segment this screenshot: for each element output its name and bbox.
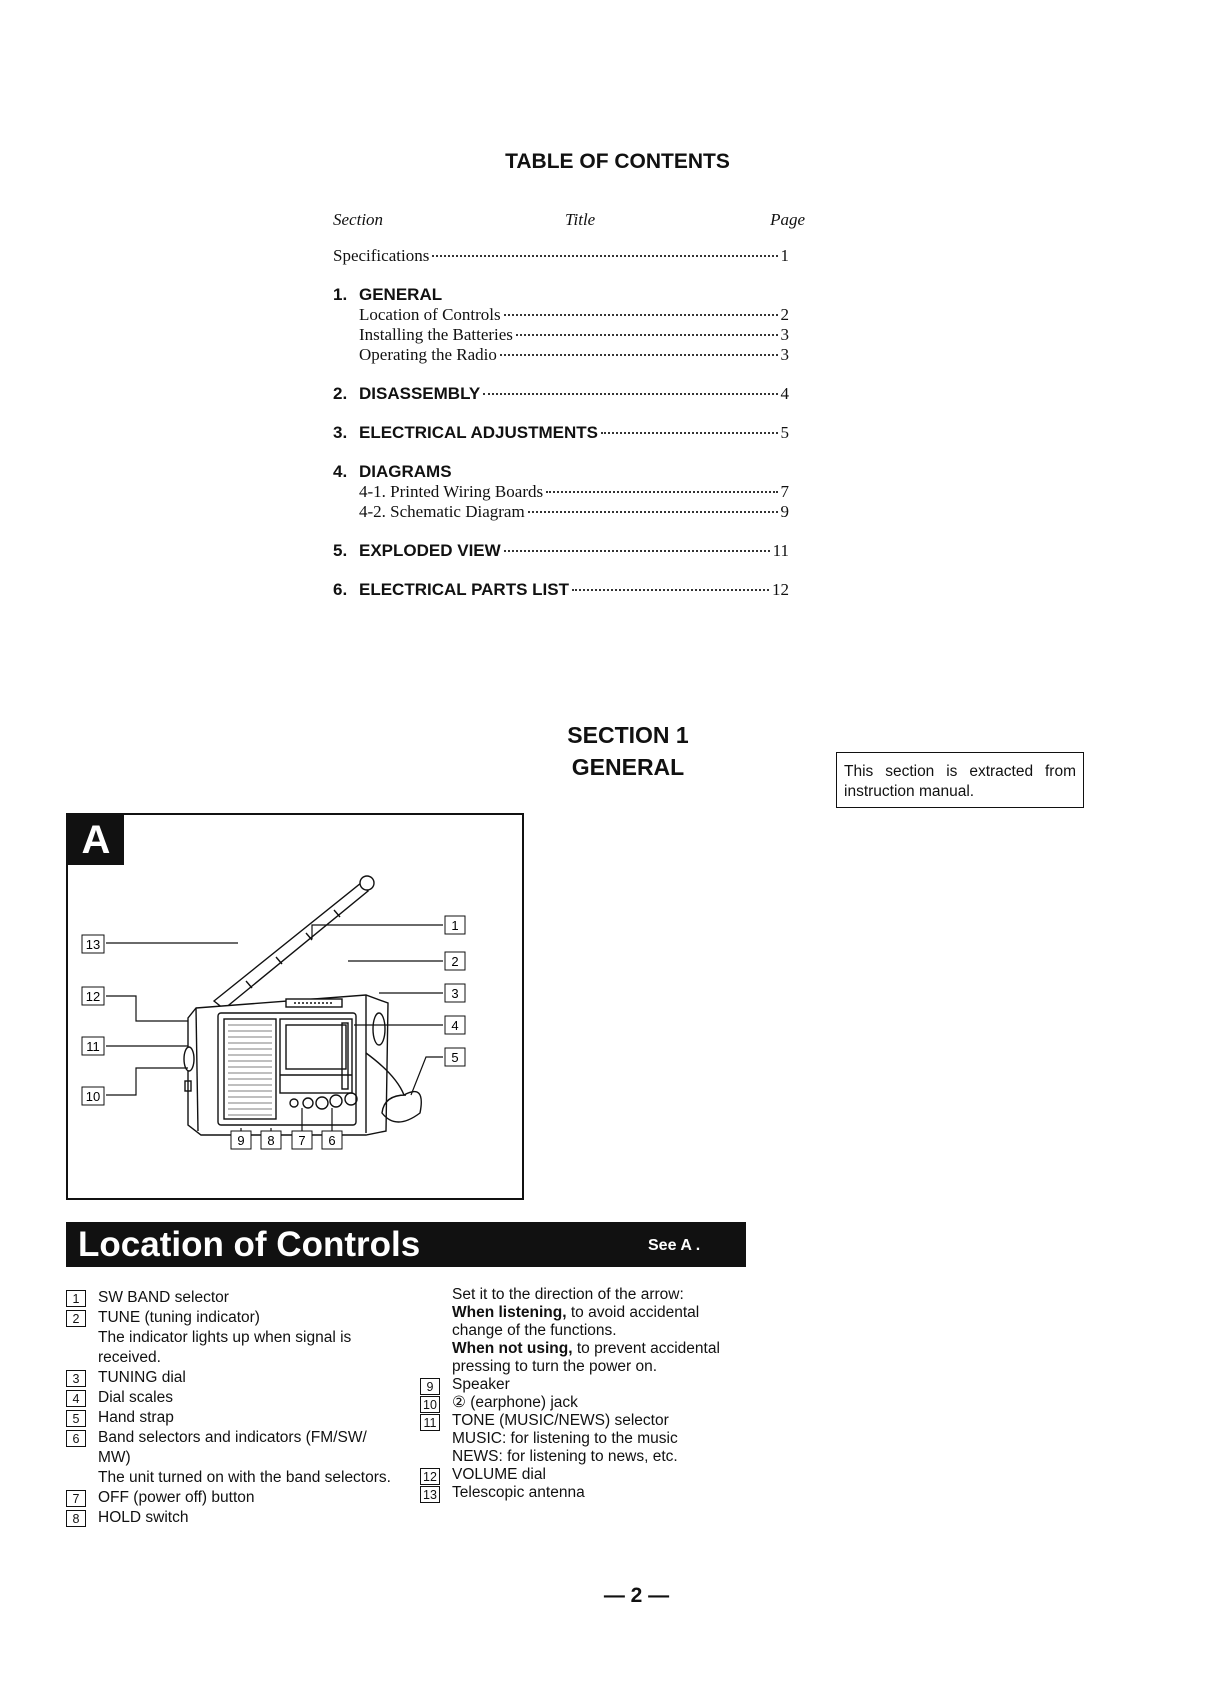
svg-text:9: 9 bbox=[237, 1133, 245, 1148]
list-item: 2 TUNE (tuning indicator) bbox=[66, 1308, 426, 1328]
list-item: 5 Hand strap bbox=[66, 1408, 426, 1428]
toc-header bbox=[333, 210, 805, 238]
section-number: SECTION 1 bbox=[567, 722, 689, 748]
svg-text:12: 12 bbox=[85, 989, 101, 1004]
svg-text:1: 1 bbox=[451, 918, 459, 933]
list-item: 4 Dial scales bbox=[66, 1388, 426, 1408]
list-item-detail: The indicator lights up when signal is bbox=[98, 1329, 352, 1346]
toc-row-schematic-diagram[interactable]: 4-2. Schematic Diagram 9 bbox=[359, 502, 789, 521]
svg-text:5: 5 bbox=[451, 1050, 459, 1065]
list-item-detail: received. bbox=[98, 1349, 161, 1366]
toc-col-title: Title bbox=[565, 210, 596, 229]
toc-row-location-of-controls[interactable]: Location of Controls 2 bbox=[359, 305, 789, 324]
callout-7 bbox=[292, 1131, 312, 1149]
callout-10 bbox=[82, 1087, 104, 1105]
svg-text:4: 4 bbox=[451, 1018, 459, 1033]
callout-8 bbox=[261, 1131, 281, 1149]
svg-text:10: 10 bbox=[85, 1089, 101, 1104]
toc-row-printed-wiring-boards[interactable]: 4-1. Printed Wiring Boards 7 bbox=[359, 482, 789, 501]
controls-list-right bbox=[420, 1286, 750, 1502]
toc-col-section: Section bbox=[333, 210, 384, 229]
controls-list-left bbox=[66, 1288, 426, 1528]
toc-row-exploded-view[interactable]: 5. EXPLODED VIEW 11 bbox=[333, 541, 789, 560]
list-item: 8 HOLD switch bbox=[66, 1508, 426, 1528]
toc-row-specifications[interactable]: Specifications 1 bbox=[333, 246, 789, 265]
list-item-detail: The unit turned on with the band selectors. bbox=[98, 1469, 391, 1486]
svg-text:8: 8 bbox=[267, 1133, 275, 1148]
extract-note: This section is extracted from instruction manual. bbox=[836, 752, 1084, 808]
list-item: 1 SW BAND selector bbox=[66, 1288, 426, 1308]
callout-13 bbox=[82, 935, 104, 953]
callout-5 bbox=[445, 1048, 465, 1066]
callout-2 bbox=[445, 952, 465, 970]
list-item: 3 TUNING dial bbox=[66, 1368, 426, 1388]
telescopic-antenna-shape bbox=[214, 883, 368, 1009]
location-of-controls-banner bbox=[66, 1222, 746, 1267]
list-item: 6 Band selectors and indicators (FM/SW/ bbox=[66, 1428, 426, 1448]
page-number: — 2 — bbox=[603, 1584, 670, 1607]
toc-col-page: Page bbox=[770, 210, 805, 229]
toc-row-general[interactable]: 1. GENERAL bbox=[333, 285, 443, 304]
svg-text:7: 7 bbox=[298, 1133, 306, 1148]
list-item: 11 TONE (MUSIC/NEWS) selector bbox=[420, 1412, 750, 1430]
toc-row-electrical-adjustments[interactable]: 3. ELECTRICAL ADJUSTMENTS 5 bbox=[333, 423, 789, 442]
list-item: 7 OFF (power off) button bbox=[66, 1488, 426, 1508]
list-item-detail: MW) bbox=[98, 1449, 131, 1466]
svg-text:11: 11 bbox=[86, 1039, 100, 1054]
toc-row-electrical-parts-list[interactable]: 6. ELECTRICAL PARTS LIST 12 bbox=[333, 580, 789, 599]
list-item-detail: MUSIC: for listening to the music bbox=[452, 1430, 678, 1447]
figure-a-label: A bbox=[68, 815, 124, 865]
svg-text:2: 2 bbox=[451, 954, 459, 969]
callout-11 bbox=[82, 1037, 104, 1055]
section-title: GENERAL bbox=[571, 754, 685, 780]
hold-line3: change of the functions. bbox=[452, 1322, 617, 1339]
banner-see-reference: See A . bbox=[648, 1237, 701, 1254]
hold-line5: pressing to turn the power on. bbox=[452, 1358, 658, 1375]
toc-row-operating-radio[interactable]: Operating the Radio 3 bbox=[359, 345, 789, 364]
list-item: 10 ② (earphone) jack bbox=[420, 1394, 750, 1412]
list-item: 9 Speaker bbox=[420, 1376, 750, 1394]
toc-row-installing-batteries[interactable]: Installing the Batteries 3 bbox=[359, 325, 789, 344]
list-item: 13 Telescopic antenna bbox=[420, 1484, 750, 1502]
hold-not-using: When not using, to prevent accidental bbox=[452, 1340, 720, 1357]
svg-text:13: 13 bbox=[85, 937, 101, 952]
svg-text:6: 6 bbox=[328, 1133, 336, 1148]
banner-title: Location of Controls bbox=[78, 1225, 421, 1264]
callout-12 bbox=[82, 987, 104, 1005]
svg-text:3: 3 bbox=[451, 986, 459, 1001]
callout-3 bbox=[445, 984, 465, 1002]
list-item: 12 VOLUME dial bbox=[420, 1466, 750, 1484]
callout-1 bbox=[445, 916, 465, 934]
hold-instructions: Set it to the direction of the arrow: bbox=[452, 1286, 684, 1303]
toc-row-disassembly[interactable]: 2. DISASSEMBLY 4 bbox=[333, 384, 789, 403]
callout-9 bbox=[231, 1131, 251, 1149]
toc bbox=[333, 210, 805, 600]
callout-6 bbox=[322, 1131, 342, 1149]
hold-listening: When listening, to avoid accidental bbox=[452, 1304, 700, 1321]
radio-illustration bbox=[66, 813, 524, 1200]
callout-4 bbox=[445, 1016, 465, 1034]
toc-title: TABLE OF CONTENTS bbox=[505, 150, 730, 173]
list-item-detail: NEWS: for listening to news, etc. bbox=[452, 1448, 678, 1465]
toc-row-diagrams[interactable]: 4. DIAGRAMS bbox=[333, 462, 452, 481]
